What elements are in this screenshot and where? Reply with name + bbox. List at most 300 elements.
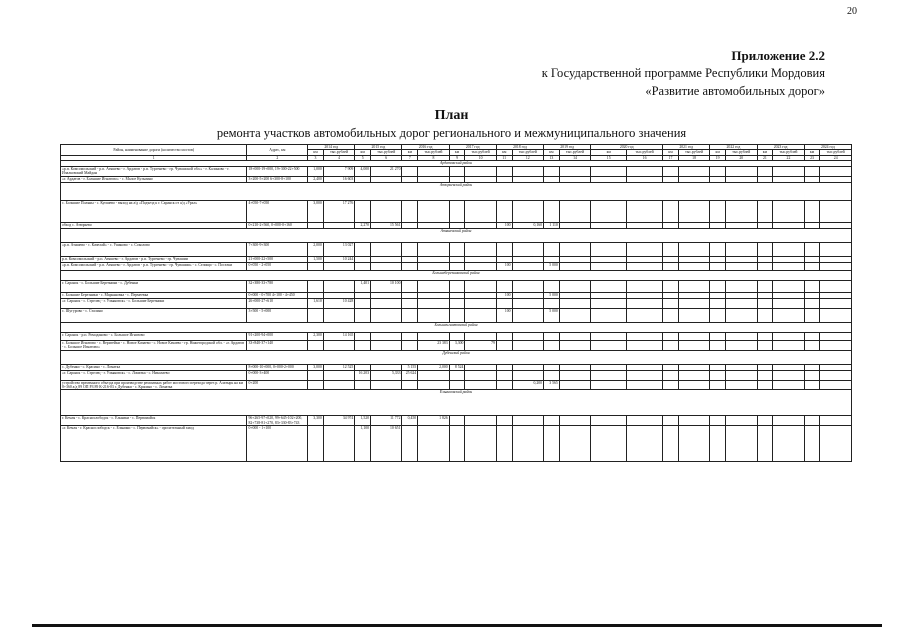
table-row: [61, 200, 852, 222]
header-column-number: 2: [247, 155, 308, 160]
table-row: [61, 425, 852, 461]
cell-km: [308, 380, 324, 390]
cell-cost: [418, 370, 449, 380]
cell-km: [757, 167, 773, 177]
cell-km: [663, 308, 679, 322]
repair-plan-table: [60, 144, 852, 462]
table-row: [61, 298, 852, 308]
header-column-number: 1: [61, 155, 247, 160]
cell-cost: [820, 425, 852, 461]
header-column-number: 8: [418, 155, 449, 160]
header-unit-rub: тыс.рублей: [465, 150, 496, 155]
appendix-line-2: «Развитие автомобильных дорог»: [645, 84, 825, 98]
cell-cost: 14 165: [323, 332, 354, 340]
cell-cost: [678, 200, 709, 222]
cell-cost: 7 909: [323, 167, 354, 177]
cell-km: [757, 280, 773, 292]
cell-cost: [820, 200, 852, 222]
cell-km: [308, 308, 324, 322]
cell-km: [804, 262, 820, 270]
cell-cost: [465, 200, 496, 222]
cell-cost: [418, 298, 449, 308]
cell-cost: [512, 308, 543, 322]
cell-cost: 23 383: [418, 340, 449, 350]
road-address: 4+050-7+050: [247, 200, 308, 222]
cell-cost: [627, 332, 663, 340]
table-row: [61, 370, 852, 380]
header-unit-rub: тыс.рублей: [371, 150, 402, 155]
cell-km: [544, 242, 560, 256]
header-unit-km: км: [757, 150, 773, 155]
cell-cost: [418, 242, 449, 256]
cell-km: [804, 332, 820, 340]
cell-km: [663, 340, 679, 350]
appendix-title: Приложение 2.2: [731, 48, 825, 63]
cell-cost: [678, 242, 709, 256]
cell-cost: [773, 425, 804, 461]
header-year: 2014 год: [308, 145, 355, 150]
cell-km: [355, 308, 371, 322]
road-address: 3+200-5+200 6+300-8+100: [247, 176, 308, 182]
cell-cost: [371, 200, 402, 222]
cell-km: 25 624: [402, 370, 418, 380]
header-unit-km: км: [710, 150, 726, 155]
cell-km: [663, 380, 679, 390]
cell-cost: [627, 262, 663, 270]
region-name: Дубенский район: [61, 350, 852, 364]
cell-cost: 15 561: [371, 222, 402, 228]
header-unit-km: км: [496, 150, 512, 155]
cell-km: [496, 200, 512, 222]
cell-km: [710, 425, 726, 461]
cell-cost: [559, 425, 590, 461]
header-column-number: 11: [496, 155, 512, 160]
cell-cost: [678, 340, 709, 350]
road-address: 33+840-37+140: [247, 340, 308, 350]
cell-cost: [820, 280, 852, 292]
cell-cost: [371, 298, 402, 308]
road-address: 18+000-19+000, 19+300-22+500: [247, 167, 308, 177]
region-row: [61, 390, 852, 416]
cell-cost: [678, 370, 709, 380]
cell-km: [449, 298, 465, 308]
cell-km: [449, 200, 465, 222]
road-name: г. Саранск - с. Большие Березники - с. Дубенки: [61, 280, 247, 292]
cell-km: [402, 425, 418, 461]
cell-cost: [726, 262, 757, 270]
cell-cost: 13 027: [323, 242, 354, 256]
cell-km: 3,000: [308, 200, 324, 222]
cell-km: [710, 298, 726, 308]
cell-km: 1,100: [355, 425, 371, 461]
cell-cost: [726, 425, 757, 461]
cell-cost: [512, 280, 543, 292]
cell-cost: [559, 340, 590, 350]
road-name: с. Большие Поляны - с. Купшево - выход на а/д «Подъезд к г. Саранск от а/д «Урал»: [61, 200, 247, 222]
cell-cost: [820, 298, 852, 308]
header-column-number: 10: [465, 155, 496, 160]
cell-cost: [726, 380, 757, 390]
header-column-number: 20: [726, 155, 757, 160]
cell-cost: [559, 416, 590, 426]
cell-km: 2,400: [308, 176, 324, 182]
cell-km: [804, 308, 820, 322]
road-address: 7+300-9+300: [247, 242, 308, 256]
cell-cost: [418, 200, 449, 222]
header-column-number: 16: [627, 155, 663, 160]
cell-km: 100: [496, 222, 512, 228]
cell-cost: 11 772: [371, 416, 402, 426]
cell-km: [308, 340, 324, 350]
header-unit-km: км: [544, 150, 560, 155]
cell-cost: [465, 332, 496, 340]
cell-cost: [512, 167, 543, 177]
road-name: устройство временного объезда при производстве ремонтных работ мостового перехода через р. Алатырь на км 8+360 а/д 89 ОП РЗ 89 К-216-03 г. Дубенки - с. Красино - с. Ломатка: [61, 380, 247, 390]
header-unit-km: км: [402, 150, 418, 155]
cell-cost: 16 603: [323, 176, 354, 182]
header-year: 2021 год: [663, 145, 710, 150]
region-row: [61, 228, 852, 242]
road-address: 26+000-27+610: [247, 298, 308, 308]
cell-cost: [627, 242, 663, 256]
cell-cost: [371, 380, 402, 390]
cell-km: 1,401: [355, 280, 371, 292]
road-name: г. Кемля - с. Краснослободск - с. Ельники - с. Первомайск: [61, 416, 247, 426]
cell-km: [449, 242, 465, 256]
road-name: с. Дубенки - с. Красино - с. Ломатка: [61, 364, 247, 370]
header-year: 2018 год: [496, 145, 543, 150]
cell-cost: [559, 262, 590, 270]
region-row: [61, 350, 852, 364]
cell-cost: [726, 242, 757, 256]
cell-cost: [773, 308, 804, 322]
cell-cost: [773, 340, 804, 350]
header-unit-km: км: [663, 150, 679, 155]
road-name: «г. Ардатов - г. Большие Игнатово» - с. Малое Кузьмино: [61, 176, 247, 182]
cell-km: [402, 380, 418, 390]
cell-km: [591, 332, 627, 340]
header-column-number: 12: [512, 155, 543, 160]
cell-km: [663, 262, 679, 270]
cell-km: [544, 298, 560, 308]
cell-cost: [773, 416, 804, 426]
cell-cost: [559, 200, 590, 222]
header-column-number: 6: [371, 155, 402, 160]
cell-km: [710, 308, 726, 322]
cell-km: 2,000: [308, 242, 324, 256]
header-year: 2022 год: [710, 145, 757, 150]
cell-cost: [512, 262, 543, 270]
cell-km: 1,500: [308, 256, 324, 262]
road-address: 91+200-94+000: [247, 332, 308, 340]
cell-cost: [726, 370, 757, 380]
cell-km: 100: [496, 308, 512, 322]
cell-km: 5 000: [544, 292, 560, 298]
cell-km: [496, 380, 512, 390]
cell-cost: [323, 425, 354, 461]
cell-km: [591, 262, 627, 270]
cell-cost: [627, 380, 663, 390]
cell-km: [804, 340, 820, 350]
cell-km: [757, 380, 773, 390]
cell-cost: [512, 332, 543, 340]
cell-km: 100: [496, 292, 512, 298]
cell-cost: [371, 262, 402, 270]
cell-cost: [418, 380, 449, 390]
cell-cost: [820, 242, 852, 256]
cell-cost: [726, 280, 757, 292]
cell-km: [591, 308, 627, 322]
cell-km: [710, 416, 726, 426]
cell-km: [804, 200, 820, 222]
road-name: «г. Кемля - г. Краснослободск - с. Ельники - с. Первомайск» - оросительный хмод: [61, 425, 247, 461]
cell-cost: [820, 370, 852, 380]
cell-km: [591, 416, 627, 426]
cell-cost: [726, 416, 757, 426]
cell-km: [710, 332, 726, 340]
header-column-number: 23: [804, 155, 820, 160]
header-column-number: 21: [757, 155, 773, 160]
road-name: р.п. Комсомольский - р.п. Атяшево - г. Ардатов - р.п. Тургенево - гр. Чувашии: [61, 256, 247, 262]
cell-km: [663, 370, 679, 380]
road-address: 0+000-3+400: [247, 370, 308, 380]
cell-km: [804, 416, 820, 426]
cell-cost: [627, 167, 663, 177]
cell-cost: [773, 380, 804, 390]
header-year: 2017 год: [449, 145, 496, 150]
cell-cost: [773, 280, 804, 292]
header-unit-rub: тыс.рублей: [323, 150, 354, 155]
cell-cost: [820, 308, 852, 322]
cell-km: [710, 262, 726, 270]
cell-km: [544, 370, 560, 380]
table-row: [61, 340, 852, 350]
cell-km: 1 110: [544, 222, 560, 228]
cell-km: [449, 167, 465, 177]
cell-cost: [559, 280, 590, 292]
cell-km: [757, 425, 773, 461]
cell-km: [308, 262, 324, 270]
cell-km: [544, 425, 560, 461]
road-name: «р.п. Комсомольский - р.п. Атяшево - г. Ардатов - р.п. Тургенево - гр. Чувашии» - с. Селищи - с. Поселки: [61, 262, 247, 270]
road-address: 0+000 - 0+700 4+100 - 4+450: [247, 292, 308, 298]
cell-cost: [465, 167, 496, 177]
header-unit-rub: тыс.рублей: [820, 150, 852, 155]
cell-km: [402, 332, 418, 340]
cell-km: [757, 262, 773, 270]
cell-km: [804, 167, 820, 177]
cell-km: [355, 242, 371, 256]
cell-cost: [773, 200, 804, 222]
header-road-name: Район, наименование дороги (количество мостов): [61, 145, 247, 156]
cell-km: [757, 242, 773, 256]
cell-km: [496, 332, 512, 340]
header-column-number: 3: [308, 155, 324, 160]
cell-cost: [627, 370, 663, 380]
cell-cost: [559, 380, 590, 390]
document-subheading: ремонта участков автомобильных дорог регионального и межмуниципального значения: [216, 126, 687, 140]
cell-cost: [323, 280, 354, 292]
header-year: 2023 год: [757, 145, 804, 150]
cell-cost: [559, 332, 590, 340]
cell-cost: [418, 425, 449, 461]
cell-cost: 10 651: [371, 425, 402, 461]
road-name: «р.п. Комсомольский - р.п. Атяшево - г. Ардатов - р.п. Тургенево - гр. Чувашской обл.» - г. Калиново - г. Ичалковский Майдан: [61, 167, 247, 177]
cell-cost: [465, 298, 496, 308]
cell-km: [449, 332, 465, 340]
cell-cost: [371, 340, 402, 350]
cell-cost: 0,160: [512, 222, 543, 228]
cell-km: [355, 262, 371, 270]
cell-cost: [627, 298, 663, 308]
road-name: с. Шугурово - с. Сталино: [61, 308, 247, 322]
cell-cost: 34 974: [323, 416, 354, 426]
cell-cost: [678, 280, 709, 292]
cell-cost: [465, 280, 496, 292]
table-row: [61, 332, 852, 340]
cell-km: [544, 167, 560, 177]
cell-km: [804, 298, 820, 308]
header-unit-rub: тыс.рублей: [512, 150, 543, 155]
cell-cost: [678, 425, 709, 461]
cell-km: [710, 280, 726, 292]
cell-cost: [559, 242, 590, 256]
cell-km: [449, 308, 465, 322]
cell-km: [591, 425, 627, 461]
cell-km: [496, 370, 512, 380]
table-row: [61, 308, 852, 322]
cell-km: [591, 280, 627, 292]
cell-km: [710, 242, 726, 256]
cell-km: 4,000: [355, 167, 371, 177]
road-name: с. Большие Березники - с. Марьяновка - с. Пермеевка: [61, 292, 247, 298]
cell-km: [544, 340, 560, 350]
cell-cost: [773, 167, 804, 177]
cell-km: [757, 340, 773, 350]
cell-km: [710, 200, 726, 222]
cell-cost: [678, 332, 709, 340]
region-name: Большеберезниковский район: [61, 270, 852, 280]
road-address: 21+000-22+500: [247, 256, 308, 262]
header-unit-km: км: [308, 150, 324, 155]
cell-cost: 21 270: [371, 167, 402, 177]
cell-km: [710, 370, 726, 380]
region-name: Атяшевский район: [61, 228, 852, 242]
cell-cost: [323, 380, 354, 390]
region-name: Ардатовский район: [61, 161, 852, 167]
cell-km: [402, 167, 418, 177]
cell-km: 1,520: [355, 416, 371, 426]
cell-km: [449, 262, 465, 270]
cell-km: [496, 340, 512, 350]
road-address: 8+000-10+000, 0+000-2+000: [247, 364, 308, 370]
cell-km: [591, 340, 627, 350]
cell-cost: 10 244: [323, 256, 354, 262]
region-name: Атюрьевский район: [61, 182, 852, 200]
cell-cost: [627, 280, 663, 292]
header-column-number: 13: [544, 155, 560, 160]
cell-km: [663, 242, 679, 256]
cell-cost: [323, 370, 354, 380]
cell-km: [449, 280, 465, 292]
cell-km: [355, 380, 371, 390]
cell-cost: [627, 200, 663, 222]
cell-cost: [726, 200, 757, 222]
cell-km: [544, 332, 560, 340]
cell-cost: [465, 262, 496, 270]
cell-km: [591, 298, 627, 308]
cell-km: [804, 242, 820, 256]
cell-cost: [678, 380, 709, 390]
cell-km: 5 000: [544, 262, 560, 270]
cell-cost: [371, 242, 402, 256]
cell-cost: [627, 425, 663, 461]
document-heading: План: [434, 108, 469, 123]
cell-km: 3,300: [449, 340, 465, 350]
cell-cost: [820, 262, 852, 270]
cell-km: 5 000: [544, 308, 560, 322]
cell-km: [757, 416, 773, 426]
bottom-rule: [32, 624, 882, 627]
header-unit-km: км: [804, 150, 820, 155]
cell-km: [663, 280, 679, 292]
cell-km: 5 155: [402, 364, 418, 370]
cell-km: [402, 280, 418, 292]
table-row: [61, 416, 852, 426]
region-name: Большеигнатовский район: [61, 322, 852, 332]
cell-km: [496, 298, 512, 308]
cell-km: [804, 280, 820, 292]
cell-km: [308, 370, 324, 380]
cell-km: [663, 416, 679, 426]
table-row: [61, 380, 852, 390]
road-name: «г. Саранск - с. Стрелец - г. Ульяновск» - с. Большие Березники: [61, 298, 247, 308]
cell-cost: [559, 167, 590, 177]
cell-km: 2,270: [355, 222, 371, 228]
cell-km: [757, 370, 773, 380]
cell-cost: [678, 262, 709, 270]
cell-cost: [678, 308, 709, 322]
cell-km: [663, 200, 679, 222]
cell-km: [757, 332, 773, 340]
cell-cost: 2,000: [418, 364, 449, 370]
cell-cost: 5,333: [371, 370, 402, 380]
road-name: «р.п. Атяшево - с. Качелай» - с. Ушаково - с. Соколово: [61, 242, 247, 256]
table-row: [61, 262, 852, 270]
header-column-number: 14: [559, 155, 590, 160]
cell-cost: 1 826: [418, 416, 449, 426]
cell-km: 100: [496, 262, 512, 270]
cell-km: 0,450: [402, 416, 418, 426]
road-address: 0+050 - 2+050: [247, 262, 308, 270]
header-column-number: 15: [591, 155, 627, 160]
cell-km: [449, 416, 465, 426]
cell-km: 8 524: [449, 364, 465, 370]
cell-km: [804, 425, 820, 461]
cell-cost: 0,200: [512, 380, 543, 390]
cell-km: [496, 242, 512, 256]
header-year: 2020 год: [591, 145, 663, 150]
header-year: 2015 год: [355, 145, 402, 150]
cell-cost: [559, 370, 590, 380]
cell-km: [402, 298, 418, 308]
cell-cost: [820, 416, 852, 426]
cell-cost: [465, 242, 496, 256]
cell-cost: [559, 308, 590, 322]
cell-cost: [726, 308, 757, 322]
cell-km: [355, 298, 371, 308]
cell-cost: [678, 167, 709, 177]
